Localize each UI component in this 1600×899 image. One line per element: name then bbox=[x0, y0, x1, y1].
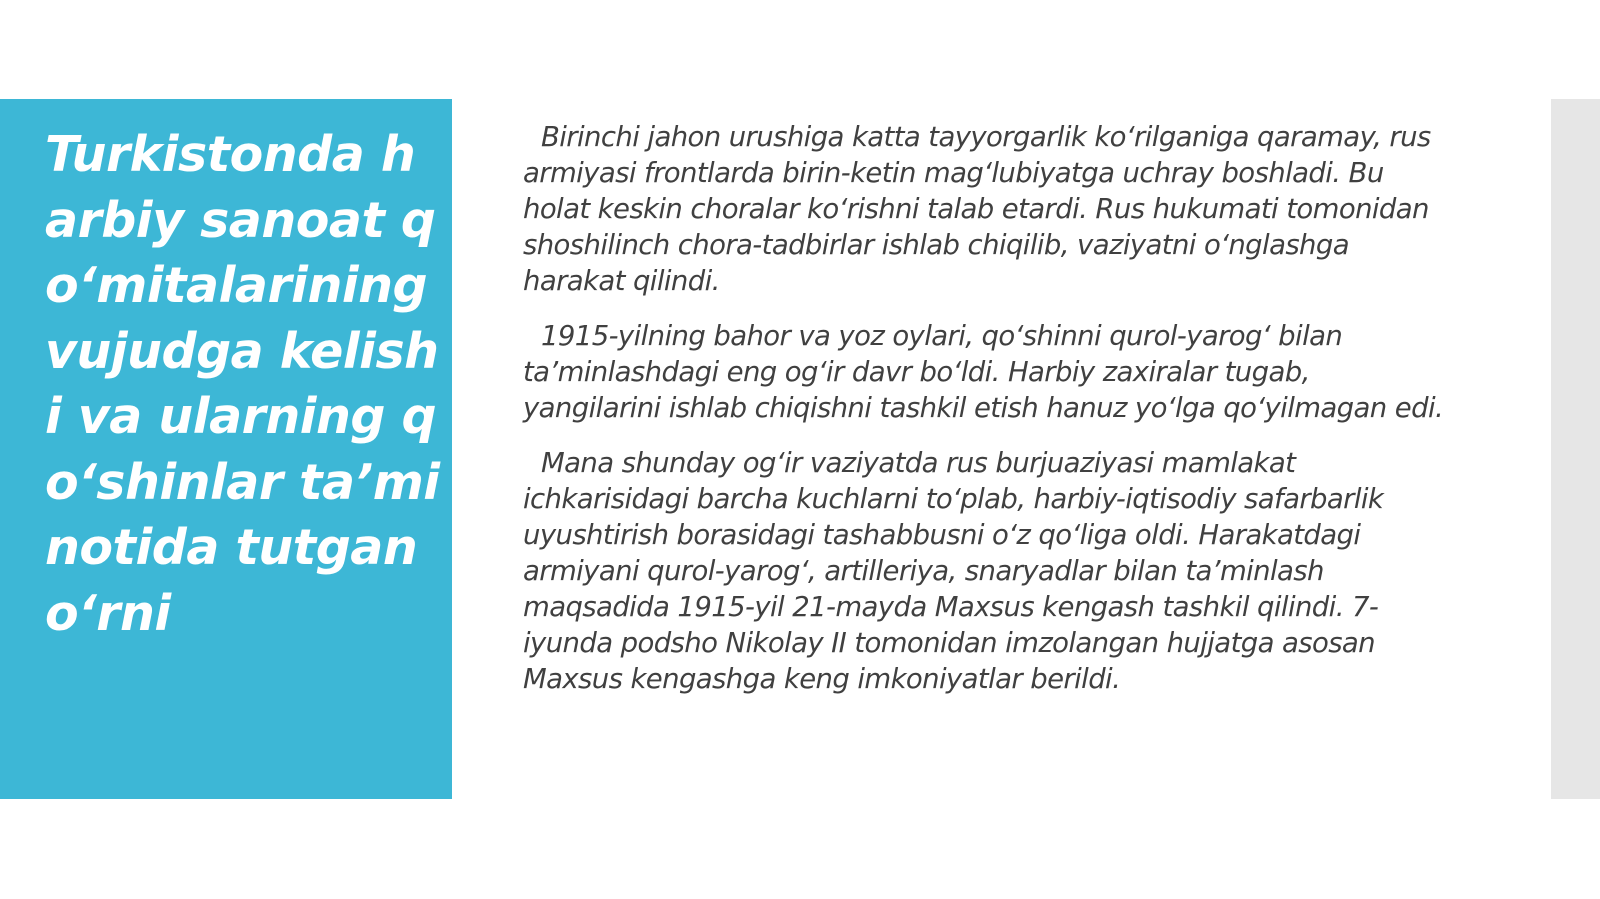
slide-body bbox=[523, 119, 1453, 716]
right-side-bar bbox=[1551, 99, 1600, 799]
paragraph-2: 1915-yilning bahor va yoz oylari, qo‘shinni qurol-yarog‘ bilan ta’minlashdagi eng og‘ir davr bo‘ldi. Harbiy zaxiralar tugab, yangilarini ishlab chiqishni tashkil etish hanuz yo‘lga qo‘yilmagan edi. bbox=[523, 320, 1444, 424]
paragraph-1: Birinchi jahon urushiga katta tayyorgarlik ko‘rilganiga qaramay, rus armiyasi frontlarda birin-ketin mag‘lubiyatga uchray boshladi. Bu holat keskin choralar ko‘rishni talab etardi. Rus hukumati tomonidan shoshilinch chora-tadbirlar ishlab chiqilib, vaziyatni o‘nglashga harakat qilindi. bbox=[523, 121, 1431, 297]
slide-title: Turkistonda harbiy sanoat qo‘mitalarining vujudga kelishi va ularning qo‘shinlar ta’minotida tutgan o‘rni bbox=[45, 126, 440, 642]
paragraph-3: Mana shunday og‘ir vaziyatda rus burjuaziyasi mamlakat ichkarisidagi barcha kuchlarni to‘plab, harbiy-iqtisodiy safarbarlik uyushtirish borasidagi tashabbusni o‘z qo‘liga oldi. Harakatdagi armiyani qurol-yarog‘, artilleriya, snaryadlar bilan ta’minlash maqsadida 1915-yil 21-mayda Maxsus kengash tashkil qilindi. 7-iyunda podsho Nikolay II tomonidan imzolangan hujjatga asosan Maxsus kengashga keng imkoniyatlar berildi. bbox=[523, 447, 1384, 695]
